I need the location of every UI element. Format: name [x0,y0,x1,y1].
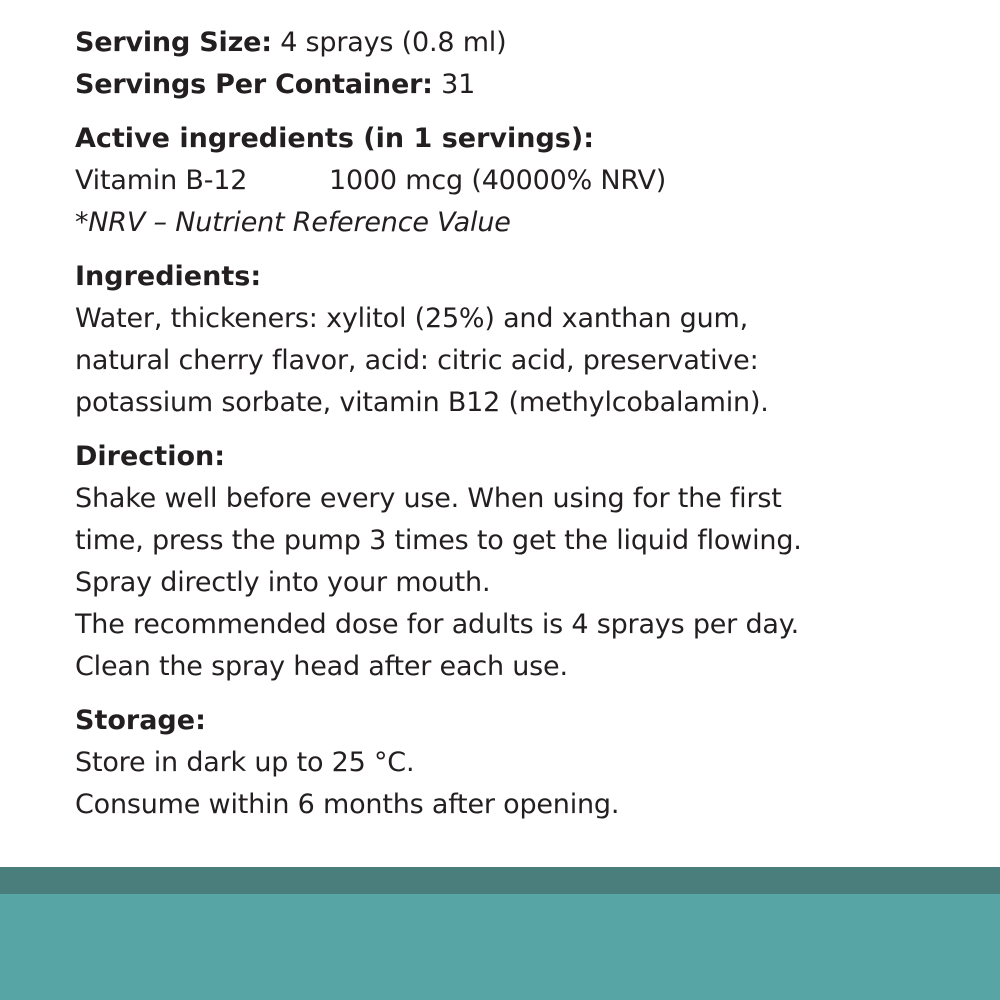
direction-heading: Direction: [75,441,226,472]
storage-line: Consume within 6 months after opening. [75,789,620,820]
servings-per-container-label: Servings Per Container: [75,69,433,100]
nrv-footnote: *NRV – Nutrient Reference Value [75,207,511,238]
direction-line: The recommended dose for adults is 4 sprays per day. [75,609,800,640]
ingredients-line: potassium sorbate, vitamin B12 (methylcobalamin). [75,387,769,418]
storage-heading: Storage: [75,705,206,736]
direction-line: time, press the pump 3 times to get the liquid flowing. [75,525,802,556]
active-ingredient-row [75,160,975,202]
footer-band-light [0,894,1000,1000]
serving-size-line [75,22,975,64]
serving-size-label: Serving Size: [75,27,272,58]
direction-line: Spray directly into your mouth. [75,567,491,598]
direction-line: Shake well before every use. When using for the first [75,483,782,514]
active-ingredient-amount: 1000 mcg (40000% NRV) [329,165,667,196]
ingredients-line: natural cherry flavor, acid: citric acid, preservative: [75,345,759,376]
active-ingredients-heading: Active ingredients (in 1 servings): [75,123,595,154]
serving-size-value: 4 sprays (0.8 ml) [271,27,507,58]
servings-per-container-line [75,64,975,106]
servings-per-container-value: 31 [432,69,476,100]
label-content [75,22,975,826]
footer-band-dark [0,867,1000,894]
ingredients-heading: Ingredients: [75,261,262,292]
active-ingredient-name: Vitamin B-12 [75,165,248,196]
direction-line: Clean the spray head after each use. [75,651,568,682]
storage-line: Store in dark up to 25 °C. [75,747,415,778]
ingredients-line: Water, thickeners: xylitol (25%) and xanthan gum, [75,303,748,334]
